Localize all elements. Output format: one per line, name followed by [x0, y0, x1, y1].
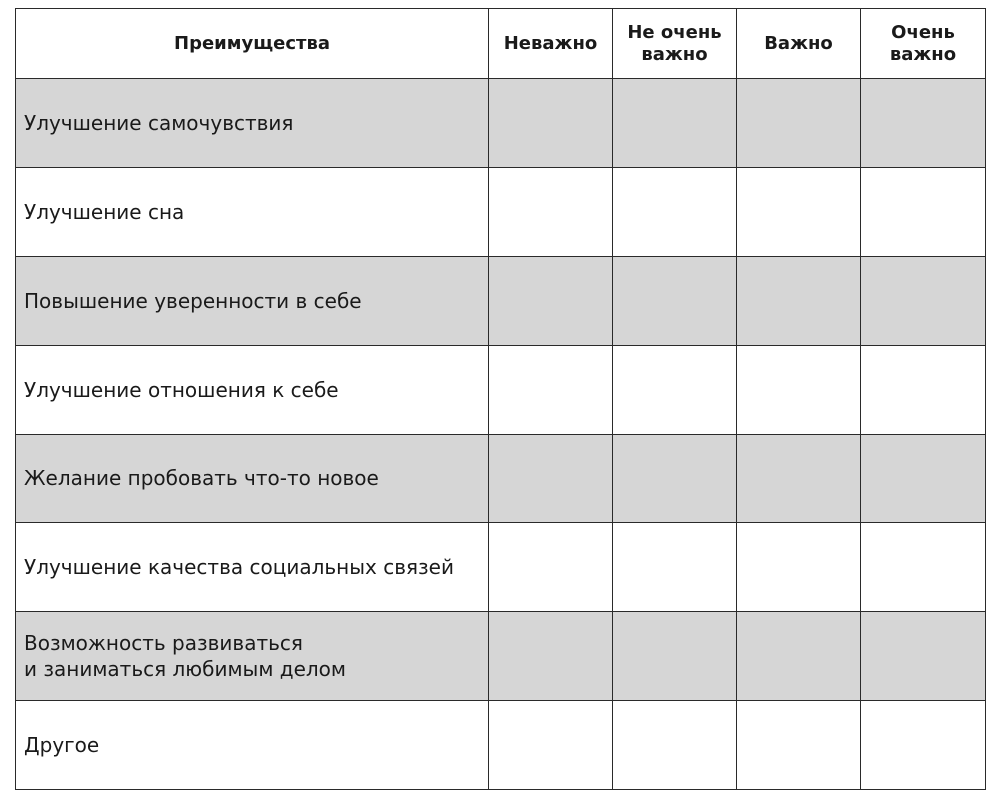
rating-cell-not-important[interactable]: [489, 612, 613, 701]
rating-cell-important[interactable]: [737, 79, 861, 168]
rating-cell-not-important[interactable]: [489, 345, 613, 434]
rating-cell-very-important[interactable]: [861, 79, 986, 168]
rating-cell-not-very-important[interactable]: [613, 523, 737, 612]
header-important: Важно: [737, 9, 861, 79]
rating-cell-not-very-important[interactable]: [613, 256, 737, 345]
rating-cell-not-important[interactable]: [489, 434, 613, 523]
table-row: [16, 523, 986, 612]
row-label: Улучшение сна: [16, 167, 489, 256]
rating-cell-very-important[interactable]: [861, 612, 986, 701]
row-label: Другое: [16, 701, 489, 790]
rating-cell-not-very-important[interactable]: [613, 701, 737, 790]
rating-cell-very-important[interactable]: [861, 345, 986, 434]
rating-cell-important[interactable]: [737, 612, 861, 701]
rating-cell-important[interactable]: [737, 256, 861, 345]
table-row: [16, 701, 986, 790]
rating-cell-not-very-important[interactable]: [613, 345, 737, 434]
rating-cell-very-important[interactable]: [861, 167, 986, 256]
rating-cell-important[interactable]: [737, 345, 861, 434]
header-benefits: Преимущества: [16, 9, 489, 79]
rating-cell-not-very-important[interactable]: [613, 79, 737, 168]
row-label: Улучшение качества социальных связей: [16, 523, 489, 612]
table-row: [16, 612, 986, 701]
table-row: [16, 434, 986, 523]
rating-cell-very-important[interactable]: [861, 701, 986, 790]
rating-cell-important[interactable]: [737, 434, 861, 523]
row-label: Улучшение отношения к себе: [16, 345, 489, 434]
table-row: [16, 79, 986, 168]
row-label: Улучшение самочувствия: [16, 79, 489, 168]
rating-cell-not-important[interactable]: [489, 79, 613, 168]
rating-cell-not-important[interactable]: [489, 167, 613, 256]
row-label: Повышение уверенности в себе: [16, 256, 489, 345]
rating-cell-very-important[interactable]: [861, 434, 986, 523]
row-label: Желание пробовать что-то новое: [16, 434, 489, 523]
rating-cell-important[interactable]: [737, 167, 861, 256]
table-row: [16, 345, 986, 434]
header-very-important: Очень важно: [861, 9, 986, 79]
table-row: [16, 256, 986, 345]
header-not-very-important: Не очень важно: [613, 9, 737, 79]
rating-cell-very-important[interactable]: [861, 256, 986, 345]
rating-cell-not-important[interactable]: [489, 256, 613, 345]
header-not-important: Неважно: [489, 9, 613, 79]
rating-cell-important[interactable]: [737, 523, 861, 612]
rating-cell-not-important[interactable]: [489, 701, 613, 790]
row-label: Возможность развиваться и заниматься любимым делом: [16, 612, 489, 701]
rating-cell-not-very-important[interactable]: [613, 612, 737, 701]
rating-cell-not-very-important[interactable]: [613, 167, 737, 256]
rating-cell-not-very-important[interactable]: [613, 434, 737, 523]
header-row: [16, 9, 986, 79]
rating-cell-very-important[interactable]: [861, 523, 986, 612]
benefits-rating-table: [15, 8, 986, 790]
rating-cell-important[interactable]: [737, 701, 861, 790]
table-row: [16, 167, 986, 256]
rating-cell-not-important[interactable]: [489, 523, 613, 612]
